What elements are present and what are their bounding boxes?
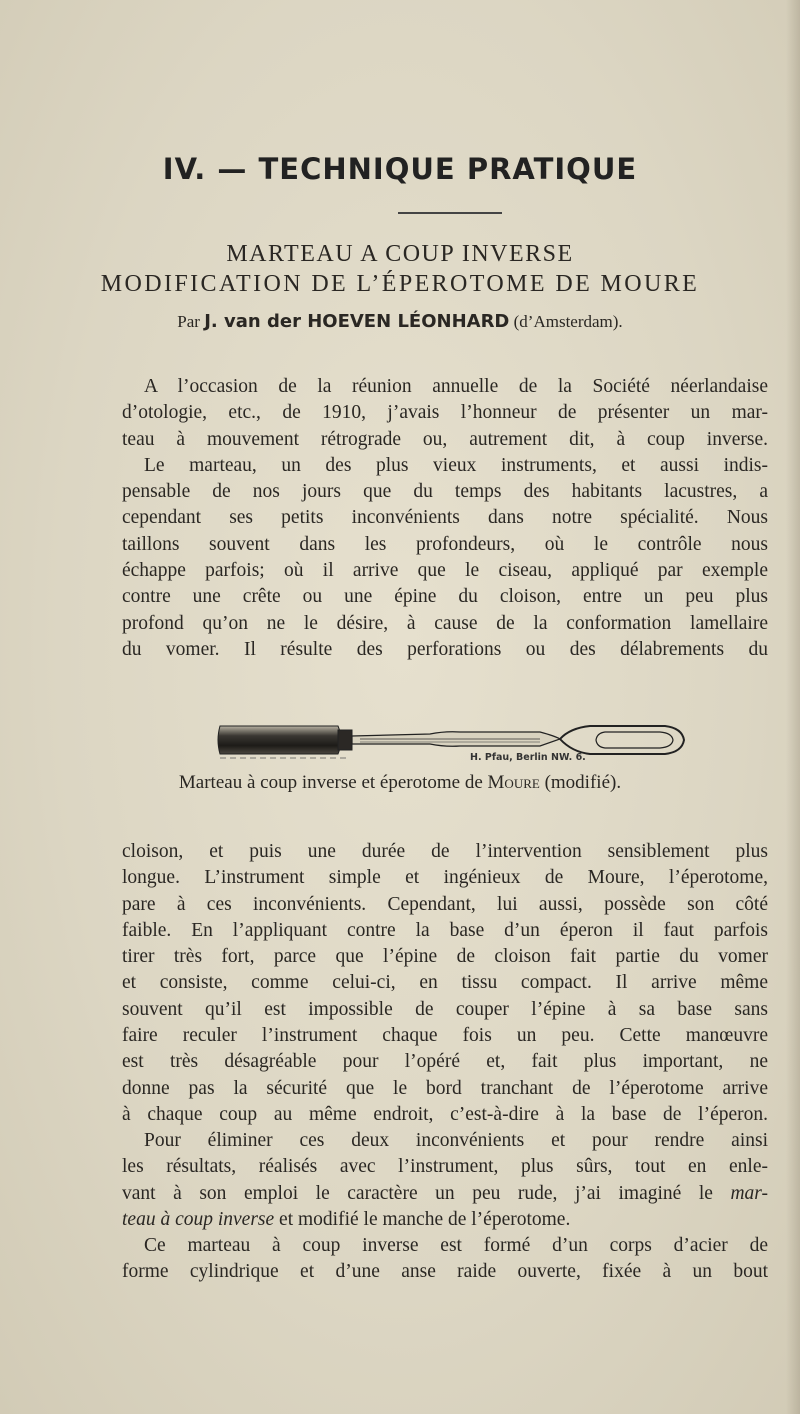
article-title-line-1: MARTEAU A COUP INVERSE bbox=[226, 241, 574, 267]
text-line: les résultats, réalisés avec l’instrument, plus sûrs, tout en enle- bbox=[122, 1156, 768, 1178]
caption-prefix: Marteau à coup inverse et éperotome de bbox=[178, 772, 483, 793]
text-line: profond qu’on ne le désire, à cause de la conformation lamellaire bbox=[122, 612, 768, 634]
text-segment: et modifié le manche de l’éperotome. bbox=[279, 1208, 571, 1230]
byline-prefix: Par bbox=[177, 312, 200, 331]
paragraph-4 bbox=[122, 1233, 768, 1286]
text-line: souvent qu’il est impossible de couper l’épine à sa base sans bbox=[122, 998, 768, 1020]
page-edge-shadow bbox=[786, 0, 800, 1414]
title-rule bbox=[398, 212, 502, 214]
text-line: et consiste, comme celui-ci, en tissu compact. Il arrive même bbox=[122, 972, 768, 994]
text-line: teau à mouvement rétrograde ou, autrement dit, à coup inverse. bbox=[122, 428, 768, 450]
text-line: contre une crête ou une épine du cloison, entre un peu plus bbox=[122, 586, 768, 608]
text-line: cloison, et puis une durée de l’intervention sensiblement plus bbox=[122, 841, 768, 862]
figure-caption bbox=[0, 772, 800, 794]
paragraph-3 bbox=[122, 1128, 768, 1233]
text-line: cependant ses petits inconvénients dans notre spécialité. Nous bbox=[122, 507, 768, 529]
text-line: taillons souvent dans les profondeurs, où le contrôle nous bbox=[122, 533, 768, 555]
byline bbox=[0, 311, 800, 332]
text-line: donne pas la sécurité que le bord tranchant de l’éperotome arrive bbox=[122, 1077, 768, 1099]
text-line: faire reculer l’instrument chaque fois un peu. Cette manœuvre bbox=[122, 1025, 768, 1047]
text-line: Pour éliminer ces deux inconvénients et pour rendre ainsi bbox=[144, 1130, 768, 1151]
text-line: Le marteau, un des plus vieux instruments, et aussi indis- bbox=[144, 454, 768, 476]
text-segment: vant à son emploi le caractère un peu rude, j’ai imaginé le bbox=[122, 1182, 713, 1204]
text-line: forme cylindrique et d’une anse raide ouverte, fixée à un bout bbox=[122, 1261, 768, 1283]
text-line: Ce marteau à coup inverse est formé d’un corps d’acier de bbox=[144, 1235, 768, 1256]
author-affiliation: (d’Amsterdam). bbox=[513, 312, 623, 331]
emphasis-text: mar- bbox=[730, 1182, 768, 1204]
text-line: pensable de nos jours que du temps des habitants lacustres, a bbox=[122, 481, 768, 503]
text-line: pare à ces inconvénients. Cependant, lui aussi, possède son côté bbox=[122, 893, 768, 915]
paragraph-2 bbox=[122, 839, 768, 1128]
instrument-illustration bbox=[210, 712, 690, 762]
text-line: du vomer. Il résulte des perforations ou des délabrements du bbox=[122, 638, 768, 660]
text-line bbox=[122, 1207, 768, 1233]
text-line: faible. En l’appliquant contre la base d’un éperon il faut parfois bbox=[122, 919, 768, 941]
text-line: longue. L’instrument simple et ingénieux de Moure, l’éperotome, bbox=[122, 867, 768, 889]
article-title-line-2: MODIFICATION DE L’ÉPEROTOME DE MOURE bbox=[100, 271, 700, 297]
caption-name: Moure bbox=[487, 772, 540, 793]
text-line bbox=[122, 1181, 768, 1207]
section-title: IV. — TECHNIQUE PRATIQUE bbox=[162, 152, 638, 186]
caption-suffix: (modifié). bbox=[544, 772, 622, 793]
text-line: tirer très fort, parce que l’épine de cloison fait partie du vomer bbox=[122, 946, 768, 968]
text-line: A l’occasion de la réunion annuelle de la Société néerlandaise bbox=[144, 376, 768, 397]
text-line: à chaque coup au même endroit, c’est-à-dire à la base de l’éperon. bbox=[122, 1103, 768, 1125]
text-line: est très désagréable pour l’opéré et, fait plus important, ne bbox=[122, 1051, 768, 1073]
author-name: J. van der HOEVEN LÉONHARD bbox=[204, 311, 510, 332]
text-line: d’otologie, etc., de 1910, j’avais l’honneur de présenter un mar- bbox=[122, 402, 768, 424]
figure-credit: H. Pfau, Berlin NW. 6. bbox=[470, 752, 586, 763]
text-line: échappe parfois; où il arrive que le ciseau, appliqué par exemple bbox=[122, 560, 768, 582]
emphasis-text: teau à coup inverse bbox=[122, 1208, 275, 1230]
paragraph-1 bbox=[122, 374, 768, 663]
